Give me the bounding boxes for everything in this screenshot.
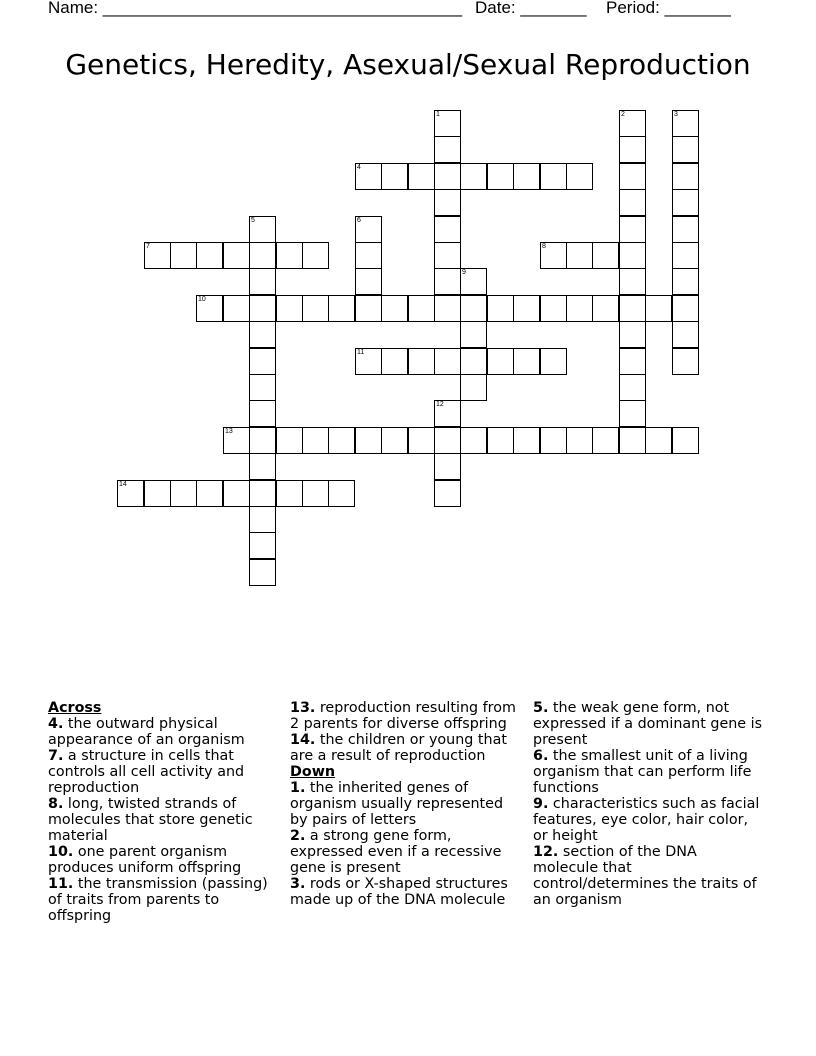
crossword-cell[interactable] — [249, 453, 276, 480]
crossword-cell[interactable] — [434, 268, 461, 295]
crossword-cell[interactable] — [672, 295, 699, 322]
clue-text: long, twisted strands of molecules that store genetic material — [48, 796, 253, 844]
clue-number: 12. — [533, 844, 559, 860]
crossword-cell[interactable] — [434, 480, 461, 507]
down-heading: Down — [290, 764, 336, 780]
crossword-cell[interactable] — [619, 110, 646, 137]
crossword-cell[interactable] — [487, 163, 514, 190]
crossword-cell[interactable] — [672, 163, 699, 190]
crossword-cell[interactable] — [487, 348, 514, 375]
crossword-cell[interactable] — [672, 268, 699, 295]
clue-item — [290, 732, 520, 764]
crossword-cell[interactable] — [355, 216, 382, 243]
crossword-cell[interactable] — [249, 242, 276, 269]
crossword-cell[interactable] — [434, 348, 461, 375]
clue-number: 9. — [533, 796, 549, 812]
name-field-label: Name: ______________________________________ — [48, 0, 463, 17]
crossword-cell[interactable] — [592, 295, 619, 322]
crossword-cell[interactable] — [434, 453, 461, 480]
crossword-cell[interactable] — [434, 216, 461, 243]
crossword-cell[interactable] — [434, 242, 461, 269]
crossword-cell[interactable] — [619, 295, 646, 322]
crossword-cell[interactable] — [144, 242, 171, 269]
crossword-cell[interactable] — [408, 348, 435, 375]
crossword-cell[interactable] — [513, 163, 540, 190]
clue-item — [48, 796, 278, 844]
crossword-cell[interactable] — [672, 110, 699, 137]
crossword-cell[interactable] — [672, 136, 699, 163]
clues-column-2 — [290, 700, 520, 908]
clue-number: 10 — [198, 296, 206, 303]
crossword-cell[interactable] — [619, 400, 646, 427]
crossword-cell[interactable] — [408, 295, 435, 322]
clue-text: the transmission (passing) of traits from parents to offspring — [48, 876, 268, 924]
crossword-cell[interactable] — [249, 559, 276, 586]
crossword-cell[interactable] — [619, 216, 646, 243]
crossword-cell[interactable] — [381, 163, 408, 190]
clue-text: a strong gene form, expressed even if a recessive gene is present — [290, 828, 502, 876]
clue-text: a structure in cells that controls all cell activity and reproduction — [48, 748, 245, 796]
crossword-cell[interactable] — [619, 321, 646, 348]
crossword-cell[interactable] — [223, 242, 250, 269]
across-heading: Across — [48, 700, 102, 716]
crossword-cell[interactable] — [249, 216, 276, 243]
crossword-cell[interactable] — [434, 163, 461, 190]
crossword-cell[interactable] — [460, 163, 487, 190]
clue-item — [48, 716, 278, 748]
crossword-cell[interactable] — [276, 242, 303, 269]
period-field-label: Period: _______ — [606, 0, 731, 17]
crossword-cell[interactable] — [592, 427, 619, 454]
crossword-cell[interactable] — [196, 242, 223, 269]
crossword-cell[interactable] — [196, 480, 223, 507]
clue-item — [533, 796, 763, 844]
crossword-cell[interactable] — [672, 216, 699, 243]
crossword-cell[interactable] — [249, 268, 276, 295]
clue-number: 3. — [290, 876, 306, 892]
crossword-cell[interactable] — [144, 480, 171, 507]
crossword-cell[interactable] — [355, 295, 382, 322]
crossword-cell[interactable] — [355, 427, 382, 454]
crossword-cell[interactable] — [408, 163, 435, 190]
crossword-cell[interactable] — [513, 295, 540, 322]
clue-item — [48, 844, 278, 876]
crossword-cell[interactable] — [487, 295, 514, 322]
crossword-cell[interactable] — [223, 427, 250, 454]
clue-number: 8 — [542, 243, 546, 250]
crossword-cell[interactable] — [460, 268, 487, 295]
crossword-cell[interactable] — [381, 348, 408, 375]
crossword-cell[interactable] — [619, 427, 646, 454]
clue-item — [533, 844, 763, 908]
clue-number: 2. — [290, 828, 306, 844]
clue-item — [48, 748, 278, 796]
crossword-cell[interactable] — [223, 480, 250, 507]
crossword-cell[interactable] — [566, 242, 593, 269]
crossword-cell[interactable] — [249, 295, 276, 322]
crossword-cell[interactable] — [434, 400, 461, 427]
date-field-label: Date: _______ — [475, 0, 587, 17]
crossword-cell[interactable] — [355, 268, 382, 295]
clue-number: 9 — [462, 269, 466, 276]
crossword-cell[interactable] — [328, 480, 355, 507]
crossword-cell[interactable] — [249, 427, 276, 454]
clue-text: the children or young that are a result of reproduction — [290, 732, 507, 764]
crossword-cell[interactable] — [619, 268, 646, 295]
crossword-cell[interactable] — [381, 427, 408, 454]
crossword-cell[interactable] — [566, 427, 593, 454]
crossword-cell[interactable] — [540, 348, 567, 375]
crossword-cell[interactable] — [249, 321, 276, 348]
crossword-cell[interactable] — [540, 163, 567, 190]
crossword-cell[interactable] — [672, 348, 699, 375]
crossword-cell[interactable] — [302, 480, 329, 507]
crossword-cell[interactable] — [566, 295, 593, 322]
clue-number: 6 — [357, 217, 361, 224]
clue-number: 1 — [436, 111, 440, 118]
clue-item — [290, 700, 520, 732]
crossword-cell[interactable] — [434, 427, 461, 454]
clue-item — [48, 876, 278, 924]
crossword-cell[interactable] — [276, 427, 303, 454]
crossword-cell[interactable] — [460, 427, 487, 454]
crossword-cell[interactable] — [355, 163, 382, 190]
crossword-cell[interactable] — [223, 295, 250, 322]
crossword-cell[interactable] — [302, 295, 329, 322]
crossword-cell[interactable] — [249, 348, 276, 375]
page-title: Genetics, Heredity, Asexual/Sexual Reproduction — [65, 48, 751, 81]
clue-item — [290, 828, 520, 876]
crossword-cell[interactable] — [672, 321, 699, 348]
crossword-cell[interactable] — [196, 295, 223, 322]
crossword-cell[interactable] — [328, 295, 355, 322]
clue-number: 11. — [48, 876, 74, 892]
clue-text: one parent organism produces uniform offspring — [48, 844, 242, 876]
clue-number: 4. — [48, 716, 64, 732]
crossword-cell[interactable] — [302, 427, 329, 454]
crossword-cell[interactable] — [619, 374, 646, 401]
clue-number: 14. — [290, 732, 316, 748]
clue-number: 14 — [119, 481, 127, 488]
crossword-cell[interactable] — [249, 506, 276, 533]
clue-text: rods or X-shaped structures made up of the DNA molecule — [290, 876, 508, 908]
crossword-cell[interactable] — [434, 136, 461, 163]
clue-text: the outward physical appearance of an organism — [48, 716, 245, 748]
crossword-cell[interactable] — [408, 427, 435, 454]
crossword-cell[interactable] — [619, 163, 646, 190]
crossword-cell[interactable] — [434, 110, 461, 137]
clue-text: the weak gene form, not expressed if a dominant gene is present — [533, 700, 763, 748]
crossword-cell[interactable] — [170, 480, 197, 507]
crossword-cell[interactable] — [276, 480, 303, 507]
clue-text: section of the DNA molecule that control/determines the traits of an organism — [533, 844, 757, 908]
crossword-cell[interactable] — [302, 242, 329, 269]
clue-item — [290, 876, 520, 908]
clue-number: 5. — [533, 700, 549, 716]
crossword-cell[interactable] — [460, 348, 487, 375]
clue-number: 12 — [436, 401, 444, 408]
clue-number: 2 — [621, 111, 625, 118]
clue-number: 7. — [48, 748, 64, 764]
crossword-cell[interactable] — [355, 242, 382, 269]
clue-number: 10. — [48, 844, 74, 860]
crossword-cell[interactable] — [381, 295, 408, 322]
clue-number: 8. — [48, 796, 64, 812]
crossword-cell[interactable] — [276, 295, 303, 322]
clues-column-1 — [48, 700, 278, 924]
clue-number: 13. — [290, 700, 316, 716]
clue-item — [533, 700, 763, 748]
crossword-cell[interactable] — [249, 374, 276, 401]
crossword-cell[interactable] — [540, 242, 567, 269]
crossword-cell[interactable] — [117, 480, 144, 507]
clue-number: 11 — [357, 349, 365, 356]
clue-number: 1. — [290, 780, 306, 796]
crossword-cell[interactable] — [249, 480, 276, 507]
crossword-cell[interactable] — [434, 295, 461, 322]
crossword-cell[interactable] — [355, 348, 382, 375]
crossword-cell[interactable] — [460, 321, 487, 348]
crossword-cell[interactable] — [672, 189, 699, 216]
clues-column-3 — [533, 700, 763, 908]
crossword-cell[interactable] — [249, 532, 276, 559]
crossword-cell[interactable] — [540, 295, 567, 322]
crossword-cell[interactable] — [249, 400, 276, 427]
clue-text: the inherited genes of organism usually represented by pairs of letters — [290, 780, 504, 828]
clue-number: 7 — [146, 243, 150, 250]
crossword-cell[interactable] — [619, 348, 646, 375]
crossword-cell[interactable] — [619, 189, 646, 216]
clue-number: 4 — [357, 164, 361, 171]
crossword-cell[interactable] — [619, 242, 646, 269]
crossword-cell[interactable] — [672, 242, 699, 269]
crossword-cell[interactable] — [566, 163, 593, 190]
crossword-cell[interactable] — [645, 295, 672, 322]
crossword-cell[interactable] — [460, 374, 487, 401]
clue-text: reproduction resulting from 2 parents for diverse offspring — [290, 700, 516, 732]
clue-number: 5 — [251, 217, 255, 224]
crossword-cell[interactable] — [170, 242, 197, 269]
crossword-cell[interactable] — [513, 427, 540, 454]
crossword-cell[interactable] — [592, 242, 619, 269]
crossword-cell[interactable] — [487, 427, 514, 454]
crossword-cell[interactable] — [434, 189, 461, 216]
crossword-cell[interactable] — [460, 295, 487, 322]
crossword-cell[interactable] — [513, 348, 540, 375]
crossword-cell[interactable] — [619, 136, 646, 163]
crossword-cell[interactable] — [672, 427, 699, 454]
clue-number: 3 — [674, 111, 678, 118]
crossword-cell[interactable] — [540, 427, 567, 454]
clue-item — [533, 748, 763, 796]
clue-number: 13 — [225, 428, 233, 435]
crossword-cell[interactable] — [645, 427, 672, 454]
clue-text: characteristics such as facial features, eye color, hair color, or height — [533, 796, 760, 844]
clue-number: 6. — [533, 748, 549, 764]
clue-item — [290, 780, 520, 828]
crossword-cell[interactable] — [328, 427, 355, 454]
clue-text: the smallest unit of a living organism that can perform life functions — [533, 748, 752, 796]
